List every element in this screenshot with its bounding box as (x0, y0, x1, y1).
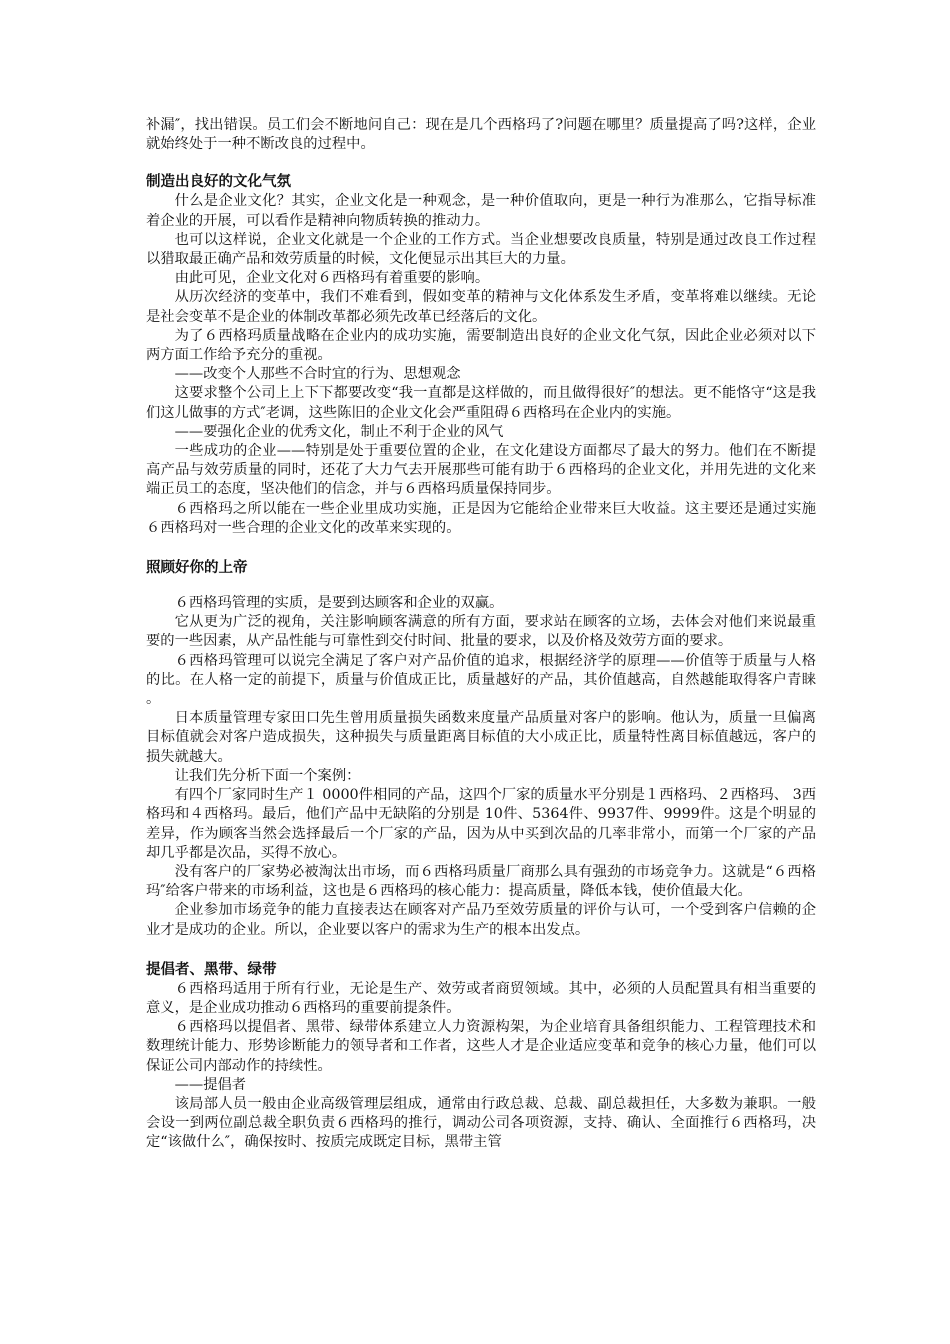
body-paragraph: ６西格玛以提倡者、黑带、绿带体系建立人力资源构架，为企业培育具备组织能力、工程管理技术和数理统计能力、形势诊断能力的领导者和工作者，这些人才是企业适应变革和竞争的核心力量，他们可以保证公司内部动作的持续性。 (146, 1019, 816, 1074)
section-heading-customer: 照顾好你的上帝 (146, 560, 248, 577)
body-paragraph: 让我们先分析下面一个案例： (174, 767, 361, 784)
body-paragraph: 什么是企业文化？其实，企业文化是一种观念，是一种价值取向，更是一种行为准那么，它指导标准着企业的开展，可以看作是精神向物质转换的推动力。 (146, 193, 816, 229)
body-paragraph: 由此可见，企业文化对６西格玛有着重要的影响。 (174, 270, 490, 287)
body-paragraph: 该局部人员一般由企业高级管理层组成，通常由行政总裁、总裁、副总裁担任，大多数为兼职。一般会设一到两位副总裁全职负责６西格玛的推行，调动公司各项资源，支持、确认、全面推行６西格玛，决定“该做什么″，确保按时、按质完成既定目标，黑带主管 (146, 1095, 816, 1151)
body-paragraph: 没有客户的厂家势必被淘汰出市场，而６西格玛质量厂商那么具有强劲的市场竞争力。这就是“６西格玛″给客户带来的市场利益，这也是６西格玛的核心能力：提高质量，降低本钱，使价值最大化。 (146, 863, 816, 900)
subheading-line: ——改变个人那些不合时宜的行为、思想观念 (174, 366, 461, 383)
body-paragraph: 这要求整个公司上上下下都要改变“我一直都是这样做的，而且做得很好″的想法。更不能恪守“这是我们这儿做事的方式″老调，这些陈旧的企业文化会严重阻碍６西格玛在企业内的实施。 (146, 385, 816, 421)
body-paragraph: 从历次经济的变革中，我们不难看到，假如变革的精神与文化体系发生矛盾，变革将难以继续。无论是社会变革不是企业的体制改革都必须先改革已经落后的文化。 (146, 289, 816, 325)
body-paragraph: 一些成功的企业——特别是处于重要位置的企业，在文化建设方面都尽了最大的努力。他们在不断提高产品与效劳质量的同时，还花了大力气去开展那些可能有助于６西格玛的企业文化，并用先进的文化来端正员工的态度，坚决他们的信念，并与６西格玛质量保持同步。 (146, 443, 816, 498)
body-paragraph: ６西格玛管理的实质，是要到达顾客和企业的双赢。 (174, 595, 504, 612)
intro-paragraph: 补漏″，找出错误。员工们会不断地问自己：现在是几个西格玛了?问题在哪里？质量提高了吗?这样，企业就始终处于一种不断改良的过程中。 (146, 117, 816, 153)
body-paragraph: 为了６西格玛质量战略在企业内的成功实施，需要制造出良好的企业文化气氛，因此企业必须对以下两方面工作给予充分的重视。 (146, 327, 816, 364)
body-paragraph: 企业参加市场竞争的能力直接表达在顾客对产品乃至效劳质量的评价与认可，一个受到客户信赖的企业才是成功的企业。所以，企业要以客户的需求为生产的根本出发点。 (146, 902, 816, 938)
document-page (146, 116, 816, 1153)
body-paragraph: ６西格玛之所以能在一些企业里成功实施，正是因为它能给企业带来巨大收益。这主要还是通过实施６西格玛对一些合理的企业文化的改革来实现的。 (146, 500, 816, 536)
subheading-line: ——要强化企业的优秀文化，制止不利于企业的风气 (174, 423, 504, 440)
body-paragraph: 日本质量管理专家田口先生曾用质量损失函数来度量产品质量对客户的影响。他认为，质量一旦偏离目标值就会对客户造成损失，这种损失与质量距离目标值的大小成正比，质量特性离目标值越远，客户的损失就越大。 (146, 710, 816, 765)
section-heading-roles: 提倡者、黑带、绿带 (146, 961, 277, 978)
body-paragraph: ６西格玛管理可以说完全满足了客户对产品价值的追求，根据经济学的原理——价值等于质量与人格的比。在人格一定的前提下，质量与价值成正比，质量越好的产品，其价值越高，自然越能取得客户青睐。 (146, 652, 816, 708)
body-paragraph: 有四个厂家同时生产１ 0000件相同的产品，这四个厂家的质量水平分别是１西格玛、２西格玛、 3西格玛和４西格玛。最后，他们产品中无缺陷的分别是 10件、5364件、9937件、9999件。这是个明显的差异，作为顾客当然会选择最后一个厂家的产品，因为从中买到次品的几率非常小，而第一个厂家的产品却几乎都是次品，买得不放心。 (146, 787, 816, 861)
section-heading-culture: 制造出良好的文化气氛 (146, 174, 291, 191)
body-paragraph: 它从更为广泛的视角，关注影响顾客满意的所有方面，要求站在顾客的立场，去体会对他们来说最重要的一些因素，从产品性能与可靠性到交付时间、批量的要求，以及价格及效劳方面的要求。 (146, 614, 816, 650)
body-paragraph: ６西格玛适用于所有行业，无论是生产、效劳或者商贸领域。其中，必须的人员配置具有相当重要的意义，是企业成功推动６西格玛的重要前提条件。 (146, 980, 816, 1016)
body-paragraph: 也可以这样说，企业文化就是一个企业的工作方式。当企业想要改良质量，特别是通过改良工作过程以猎取最正确产品和效劳质量的时候，文化便显示出其巨大的力量。 (146, 231, 816, 268)
subheading-line: ——提倡者 (174, 1076, 247, 1093)
